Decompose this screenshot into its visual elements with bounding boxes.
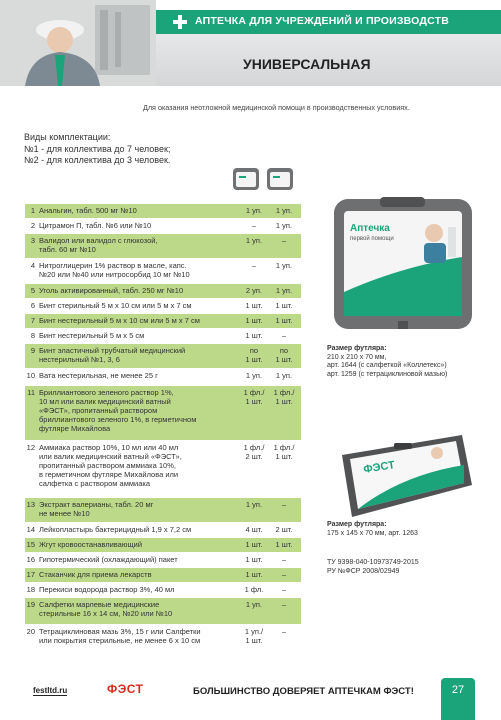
table-row [25, 625, 301, 651]
cell-q2 [269, 540, 299, 552]
cell-line: Вата нестерильная, не менее 25 г [39, 371, 158, 380]
certificates [327, 559, 419, 576]
cell-name [39, 221, 239, 233]
cell-q2 [269, 346, 299, 368]
table-row [25, 314, 301, 328]
cell-q2 [269, 236, 299, 258]
cell-q2 [269, 555, 299, 567]
table-row [25, 386, 301, 440]
cell-line: 1 уп. [275, 371, 293, 380]
cell-num: 12 [26, 443, 35, 452]
cell-line: – [281, 570, 287, 579]
page-number: 27 [451, 684, 465, 696]
cell-line: футляре Михайлова [39, 424, 111, 433]
cell-line: Аммиака раствор 10%, 10 мл или 40 мл [39, 443, 179, 452]
cell-line: – [281, 500, 287, 509]
cell-q2 [269, 500, 299, 522]
cell-line: – [281, 600, 287, 609]
case-small-size: 175 х 145 х 70 мм, арт. 1263 [327, 529, 418, 537]
cell-line: 1 фл./ [273, 443, 295, 452]
cell-line: «ФЭСТ», пропитанный раствором [39, 406, 158, 415]
svg-text:первой помощи: первой помощи [350, 236, 394, 242]
case-large-image [330, 197, 475, 332]
cell-line: или валик медицинский ватный «ФЭСТ», [39, 452, 182, 461]
table-row [25, 329, 301, 343]
cell-line: 1 уп. [245, 600, 263, 609]
cell-line: 1 фл./ [243, 388, 265, 397]
cell-q1 [239, 346, 269, 368]
table-row [25, 344, 301, 368]
cell-line: 1 шт. [245, 570, 263, 579]
cell-num: 10 [26, 371, 35, 380]
cell-line: 1 уп./ [244, 627, 264, 636]
cell-line: салфетка с раствором аммиака [39, 479, 151, 488]
cell-line: по [279, 346, 289, 355]
cell-q1 [239, 388, 269, 440]
table-row [25, 234, 301, 258]
cell-name [39, 331, 239, 343]
cell-line: – [281, 236, 287, 245]
cell-line: 1 уп. [245, 371, 263, 380]
cell-num: 17 [26, 570, 35, 579]
cell-line: 1 шт. [245, 540, 263, 549]
case-large-size-label: Размер футляра: [327, 345, 387, 352]
cell-q2 [269, 286, 299, 298]
cell-q1 [239, 206, 269, 218]
cell-line: 1 шт. [275, 397, 293, 406]
kit1-thumbnail [233, 168, 259, 190]
cell-q2 [269, 525, 299, 537]
cell-num: 19 [26, 600, 35, 609]
cell-num: 16 [26, 555, 35, 564]
cell-line: Лейкопластырь бактерицидный 1,9 х 7,2 см [39, 525, 192, 534]
cell-q2 [269, 600, 299, 624]
cell-name [39, 301, 239, 313]
cell-line: 1 уп. [275, 261, 293, 270]
cell-name [39, 525, 239, 537]
cell-name [39, 570, 239, 582]
cell-line: 1 фл. [244, 585, 264, 594]
cell-line: Жгут кровоостанавливающий [39, 540, 143, 549]
cell-name [39, 206, 239, 218]
case-large-art1: арт. 1644 (с салфеткой «Коллетекс») [327, 362, 447, 369]
table-row [25, 498, 301, 522]
cell-name [39, 540, 239, 552]
case-small-image [332, 425, 477, 525]
cell-q1 [239, 500, 269, 522]
cell-q1 [239, 600, 269, 624]
cell-line: 1 шт. [275, 301, 293, 310]
cell-line: 10 мл или валик медицинский ватный [39, 397, 171, 406]
cell-line: – [281, 555, 287, 564]
cell-line: 2 шт. [245, 452, 263, 461]
cell-line: 1 шт. [245, 301, 263, 310]
cell-q1 [239, 261, 269, 283]
cell-q2 [269, 585, 299, 597]
case-large-size: 210 х 210 х 70 мм, [327, 353, 387, 361]
tu-number: ТУ 9398-040-10973749-2015 [327, 559, 419, 566]
kit-types-heading: Виды комплектации: [24, 132, 111, 142]
cell-line: 2 шт. [275, 525, 293, 534]
cell-line: 1 шт. [275, 540, 293, 549]
cell-q2 [269, 443, 299, 497]
cell-name [39, 316, 239, 328]
cell-line: 4 шт. [245, 525, 263, 534]
case-large-art2: арт. 1259 (с тетрациклиновой мазью) [327, 370, 448, 378]
svg-text:Аптечка: Аптечка [350, 223, 390, 234]
cell-line: 1 уп. [245, 236, 263, 245]
cell-q1 [239, 525, 269, 537]
cell-q1 [239, 286, 269, 298]
table-row [25, 259, 301, 283]
cell-line: 1 уп. [245, 500, 263, 509]
cell-name [39, 627, 239, 651]
cell-num: 9 [30, 346, 35, 355]
cell-num: 13 [26, 500, 35, 509]
kit-type-2: №2 - для коллектива до 3 человек. [24, 155, 171, 165]
cell-num: 3 [30, 236, 35, 245]
cell-name [39, 585, 239, 597]
table-row [25, 369, 301, 384]
cell-q1 [239, 316, 269, 328]
cell-line: по [249, 346, 259, 355]
cell-name [39, 600, 239, 624]
footer-slogan: БОЛЬШИНСТВО ДОВЕРЯЕТ АПТЕЧКАМ ФЭСТ! [193, 686, 414, 697]
worker-photo [0, 0, 156, 86]
cell-line: Нитроглицерин 1% раствор в масле, капс. [39, 261, 187, 270]
page-subtitle: УНИВЕРСАЛЬНАЯ [243, 56, 371, 72]
cell-line: 1 шт. [245, 331, 263, 340]
cell-line: 1 шт. [275, 355, 293, 364]
cell-q2 [269, 371, 299, 384]
cell-num: 5 [30, 286, 35, 295]
cell-line: Цитрамон П, табл. №6 или №10 [39, 221, 152, 230]
table-row [25, 299, 301, 313]
cell-line: не менее №10 [39, 509, 90, 518]
cell-line: Экстракт валерианы, табл. 20 мг [39, 500, 154, 509]
purpose-text: Для оказания неотложной медицинской помощи в производственных условиях. [143, 103, 410, 112]
cell-num: 18 [26, 585, 35, 594]
cell-line: Бинт стерильный 5 м х 10 см или 5 м х 7 см [39, 301, 192, 310]
website-link[interactable]: festltd.ru [33, 686, 68, 695]
cell-line: Стаканчик для приема лекарств [39, 570, 152, 579]
cell-line: Перекиси водорода раствор 3%, 40 мл [39, 585, 175, 594]
case-small-size-label: Размер футляра: [327, 521, 387, 528]
cell-line: Бинт нестерильный 5 м х 5 см [39, 331, 145, 340]
cell-q2 [269, 316, 299, 328]
cell-name [39, 500, 239, 522]
cell-line: 1 шт. [245, 355, 263, 364]
cell-line: 1 шт. [275, 452, 293, 461]
cell-line: нестерильный №1, 3, 6 [39, 355, 120, 364]
cell-line: 1 шт. [245, 316, 263, 325]
cell-q1 [239, 331, 269, 343]
cell-line: – [281, 331, 287, 340]
cell-q1 [239, 570, 269, 582]
case-small-info [327, 521, 418, 538]
cell-q1 [239, 236, 269, 258]
table-row [25, 219, 301, 233]
cell-q2 [269, 388, 299, 440]
cell-q1 [239, 371, 269, 384]
cell-name [39, 388, 239, 440]
cell-q1 [239, 221, 269, 233]
kit2-thumbnail [267, 168, 293, 190]
cell-name [39, 555, 239, 567]
cell-line: 1 уп. [275, 221, 293, 230]
table-row [25, 538, 301, 552]
table-row [25, 204, 301, 218]
cell-line: Бинт эластичный трубчатый медицинский [39, 346, 186, 355]
cell-q1 [239, 443, 269, 497]
cell-num: 2 [30, 221, 35, 230]
cell-line: – [281, 585, 287, 594]
cell-line: 1 фл./ [273, 388, 295, 397]
cell-q1 [239, 301, 269, 313]
cell-line: 1 шт. [245, 397, 263, 406]
brand-logo: ФЭСТ [107, 682, 144, 696]
cell-line: – [281, 627, 287, 636]
cell-line: табл. 60 мг №10 [39, 245, 96, 254]
cell-num: 4 [30, 261, 35, 270]
cell-line: бриллиантового зеленого 1%, в герметичном [39, 415, 197, 424]
cell-num: 14 [26, 525, 35, 534]
table-row [25, 568, 301, 582]
cell-num: 8 [30, 331, 35, 340]
table-row [25, 441, 301, 497]
table-row [25, 284, 301, 298]
svg-text:ФЭСТ: ФЭСТ [362, 459, 396, 476]
cell-q2 [269, 331, 299, 343]
cell-q2 [269, 627, 299, 651]
table-row [25, 583, 301, 597]
cell-q1 [239, 555, 269, 567]
cell-line: 1 шт. [245, 636, 263, 645]
cell-q1 [239, 540, 269, 552]
cell-line: 1 уп. [275, 286, 293, 295]
cell-line: – [251, 221, 257, 230]
cell-line: пропитанный раствором аммиака 10%, [39, 461, 176, 470]
case-large-info [327, 345, 447, 379]
cell-q2 [269, 301, 299, 313]
cell-line: стерильные 16 х 14 см, №20 или №10 [39, 609, 173, 618]
cell-line: – [251, 261, 257, 270]
kit-type-1: №1 - для коллектива до 7 человек; [24, 143, 171, 154]
cell-line: в герметичном футляре Михайлова или [39, 470, 179, 479]
cell-q1 [239, 627, 269, 651]
cell-num: 20 [26, 627, 35, 636]
cell-q2 [269, 221, 299, 233]
cell-name [39, 236, 239, 258]
cell-q2 [269, 570, 299, 582]
header-title: АПТЕЧКА ДЛЯ УЧРЕЖДЕНИЙ И ПРОИЗВОДСТВ [195, 15, 450, 27]
table-row [25, 523, 301, 537]
cell-num: 15 [26, 540, 35, 549]
cell-name [39, 443, 239, 497]
cell-line: 1 уп. [275, 206, 293, 215]
medical-cross-icon [173, 15, 187, 29]
cell-line: Бинт нестерильный 5 м х 10 см или 5 м х 7 см [39, 316, 200, 325]
cell-num: 7 [30, 316, 35, 325]
cell-line: Гипотермический (охлаждающий) пакет [39, 555, 178, 564]
cell-num: 1 [30, 206, 35, 215]
kit-types [24, 132, 170, 167]
cell-q2 [269, 206, 299, 218]
cell-line: Анальгин, табл. 500 мг №10 [39, 206, 137, 215]
cell-line: Уголь активированный, табл. 250 мг №10 [39, 286, 184, 295]
cell-line: 1 фл./ [243, 443, 265, 452]
cell-q1 [239, 585, 269, 597]
cell-num: 6 [30, 301, 35, 310]
cell-line: или покрытия стерильные, не менее 6 х 10 см [39, 636, 201, 645]
cell-name [39, 346, 239, 368]
cell-line: Бриллиантового зеленого раствор 1%, [39, 388, 174, 397]
cell-name [39, 371, 239, 384]
cell-line: Салфетки марлевые медицинские [39, 600, 160, 609]
cell-num: 11 [27, 388, 35, 397]
table-row [25, 553, 301, 567]
ru-number: РУ №ФСР 2008/02949 [327, 567, 400, 575]
cell-line: 2 уп. [245, 286, 263, 295]
cell-name [39, 261, 239, 283]
cell-line: 1 шт. [275, 316, 293, 325]
cell-line: Валидол или валидол с глюкозой, [39, 236, 158, 245]
cell-q2 [269, 261, 299, 283]
cell-line: №20 или №40 или нитросорбид 10 мг №10 [39, 270, 190, 279]
cell-line: 1 уп. [245, 206, 263, 215]
table-row [25, 598, 301, 624]
cell-name [39, 286, 239, 298]
cell-line: Тетрациклиновая мазь 3%, 15 г или Салфетки [39, 627, 201, 636]
cell-line: 1 шт. [245, 555, 263, 564]
